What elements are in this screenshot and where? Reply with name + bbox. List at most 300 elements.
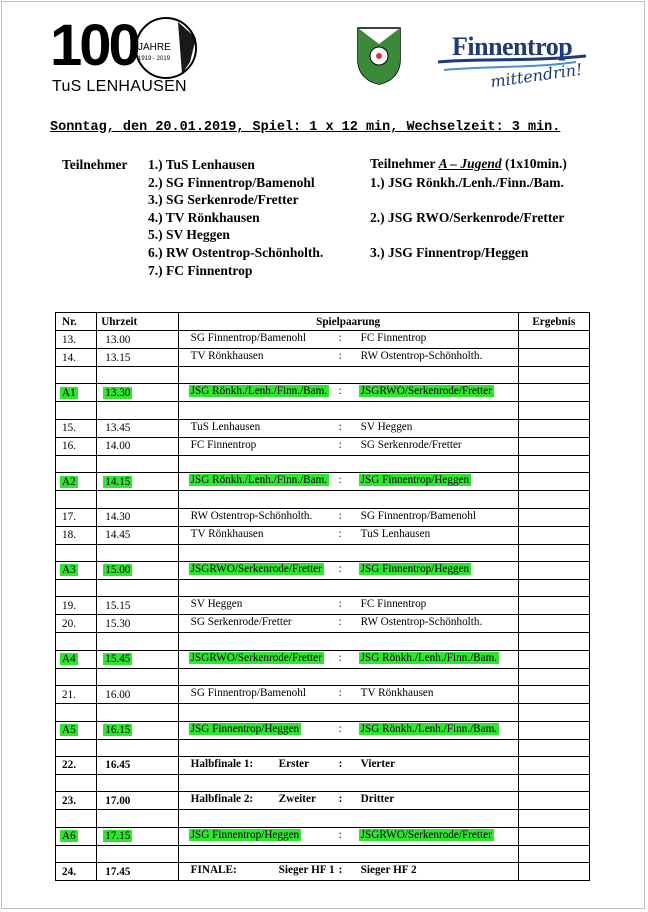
round-label: Halbfinale 1: <box>190 757 254 770</box>
game-pairing <box>178 650 518 668</box>
empty-cell <box>97 455 178 472</box>
empty-cell <box>97 579 178 596</box>
game-time <box>97 419 178 437</box>
anniversary-jahre: JAHRE <box>138 42 171 53</box>
table-row <box>56 686 590 704</box>
separator: : <box>338 616 342 629</box>
game-pairing <box>178 526 518 544</box>
result-cell[interactable] <box>518 384 589 402</box>
home-team: Zweiter <box>278 793 316 806</box>
away-cell <box>361 332 427 344</box>
separator: : <box>338 562 342 575</box>
teilnehmer-team: 4.) TV Rönkhausen <box>148 209 260 225</box>
game-nr-text: 21. <box>62 688 76 701</box>
date-line: Sonntag, den 20.01.2019, Spiel: 1 x 12 min, Wechselzeit: 3 min. <box>50 120 561 135</box>
game-nr <box>56 331 97 349</box>
home-cell <box>191 616 292 628</box>
empty-cell <box>518 544 589 561</box>
separator: : <box>338 651 342 664</box>
coat-of-arms-icon <box>356 26 402 86</box>
home-team: SV Heggen <box>190 598 243 611</box>
away-cell <box>361 652 499 664</box>
home-team: JSGRWO/Serkenrode/Fretter <box>190 651 322 664</box>
game-nr <box>56 349 97 367</box>
home-cell <box>191 332 306 344</box>
separator: : <box>338 722 342 735</box>
spacer-row <box>56 455 590 472</box>
table-row <box>56 526 590 544</box>
separator: : <box>338 438 342 451</box>
game-nr-text: 18. <box>62 529 76 542</box>
game-pairing <box>178 792 518 810</box>
away-cell <box>361 758 395 770</box>
result-cell[interactable] <box>518 597 589 615</box>
result-cell[interactable] <box>518 792 589 810</box>
empty-cell <box>56 579 97 596</box>
spacer-row <box>56 704 590 721</box>
empty-cell <box>56 810 97 827</box>
jugend-label-suffix: (1x10min.) <box>505 156 567 171</box>
game-pairing <box>178 473 518 491</box>
game-nr-text: A4 <box>62 653 76 666</box>
empty-cell <box>518 633 589 650</box>
separator: : <box>338 350 342 362</box>
table-row <box>56 597 590 615</box>
game-nr <box>56 721 97 739</box>
empty-cell <box>518 810 589 827</box>
separator: : <box>338 598 342 611</box>
header-nr: Nr. <box>56 313 97 331</box>
spacer-row <box>56 491 590 508</box>
result-cell[interactable] <box>518 863 589 881</box>
home-team: SG Finnentrop/Bamenohl <box>190 687 306 700</box>
empty-cell <box>518 845 589 862</box>
empty-cell <box>56 455 97 472</box>
game-time-text: 13.00 <box>105 333 131 346</box>
home-cell <box>191 652 324 664</box>
home-cell <box>191 528 264 540</box>
away-cell <box>361 829 494 841</box>
away-cell <box>361 385 494 397</box>
empty-cell <box>97 668 178 685</box>
game-nr-text: A1 <box>62 386 76 399</box>
table-row <box>56 827 590 845</box>
game-pairing <box>178 419 518 437</box>
tus-lenhausen-logo <box>50 14 200 98</box>
away-team: FC Finnentrop <box>360 332 427 344</box>
game-nr-text: 17. <box>62 511 76 524</box>
game-time <box>97 384 178 402</box>
away-team: JSG Finnentrop/Heggen <box>360 474 470 487</box>
game-pairing <box>178 721 518 739</box>
game-nr <box>56 597 97 615</box>
spacer-row <box>56 774 590 791</box>
game-time-text: 15.45 <box>105 653 131 666</box>
away-cell <box>361 598 427 610</box>
game-pairing <box>178 686 518 704</box>
home-cell <box>191 385 329 397</box>
game-nr <box>56 756 97 774</box>
game-pairing <box>178 561 518 579</box>
game-nr-text: 15. <box>62 422 76 435</box>
table-row <box>56 615 590 633</box>
empty-cell <box>56 845 97 862</box>
game-nr <box>56 384 97 402</box>
game-nr <box>56 615 97 633</box>
home-cell <box>190 757 310 770</box>
empty-cell <box>178 579 518 596</box>
result-cell[interactable] <box>518 419 589 437</box>
game-nr-text: A6 <box>62 830 76 843</box>
game-time-text: 14.15 <box>105 475 131 488</box>
game-nr-text: 23. <box>62 794 76 807</box>
away-cell <box>361 563 471 575</box>
jugend-label-prefix: Teilnehmer <box>370 156 436 171</box>
game-time-text: 17.45 <box>105 865 131 878</box>
game-nr <box>56 792 97 810</box>
spacer-row <box>56 668 590 685</box>
empty-cell <box>178 668 518 685</box>
away-team: SG Finnentrop/Bamenohl <box>360 509 476 522</box>
finnentrop-name: Finnentrop <box>452 32 573 61</box>
game-nr-text: 13. <box>62 333 76 346</box>
game-time-text: 14.00 <box>105 440 131 453</box>
home-cell <box>191 563 324 575</box>
finnentrop-slogan: mittendrin! <box>489 59 584 92</box>
game-nr-text: A5 <box>62 724 76 737</box>
table-row <box>56 721 590 739</box>
table-row <box>56 331 590 349</box>
empty-cell <box>97 402 178 419</box>
spacer-row <box>56 367 590 384</box>
game-nr-text: 16. <box>62 440 76 453</box>
separator: : <box>338 793 343 806</box>
table-row <box>56 419 590 437</box>
empty-cell <box>518 367 589 384</box>
game-time-text: 17.00 <box>105 794 131 807</box>
teilnehmer-label: Teilnehmer <box>62 157 128 172</box>
empty-cell <box>56 544 97 561</box>
home-team: TV Rönkhausen <box>190 350 264 362</box>
game-time-text: 15.00 <box>105 564 131 577</box>
game-nr-text: 14. <box>62 351 76 364</box>
separator: : <box>338 332 342 344</box>
game-nr-text: A2 <box>62 475 76 488</box>
away-team: FC Finnentrop <box>360 598 427 611</box>
home-cell <box>191 598 243 610</box>
home-team: JSG Rönkh./Lenh./Finn./Bam. <box>190 385 328 398</box>
game-nr <box>56 508 97 526</box>
game-pairing <box>178 384 518 402</box>
table-row <box>56 756 590 774</box>
away-team: Sieger HF 2 <box>360 864 417 877</box>
table-row <box>56 863 590 881</box>
game-pairing <box>178 615 518 633</box>
empty-cell <box>56 491 97 508</box>
schedule-table <box>55 312 590 881</box>
teilnehmer-team: 6.) RW Ostentrop-Schönholth. <box>148 244 324 260</box>
spacer-row <box>56 579 590 596</box>
jugend-label-jugend: A – Jugend <box>438 156 502 171</box>
result-cell[interactable] <box>518 473 589 491</box>
home-cell <box>190 864 335 877</box>
away-cell <box>361 528 431 540</box>
result-cell[interactable] <box>518 349 589 367</box>
jugend-heading <box>370 156 567 172</box>
home-cell <box>191 723 301 735</box>
home-team: SG Serkenrode/Fretter <box>190 616 292 629</box>
empty-cell <box>518 774 589 791</box>
empty-cell <box>56 739 97 756</box>
table-row <box>56 349 590 367</box>
home-team: JSG Finnentrop/Heggen <box>190 722 300 735</box>
home-team: TuS Lenhausen <box>190 420 261 433</box>
result-cell[interactable] <box>518 827 589 845</box>
game-time <box>97 331 178 349</box>
game-time-text: 15.30 <box>105 617 131 630</box>
game-nr-text: 19. <box>62 599 76 612</box>
game-nr <box>56 419 97 437</box>
away-cell <box>361 350 483 362</box>
away-team: JSG Rönkh./Lenh./Finn./Bam. <box>360 651 498 664</box>
empty-cell <box>178 739 518 756</box>
separator: : <box>338 509 342 522</box>
home-team: Sieger HF 1 <box>278 864 335 877</box>
game-nr <box>56 686 97 704</box>
result-cell[interactable] <box>518 756 589 774</box>
result-cell[interactable] <box>518 650 589 668</box>
spacer-row <box>56 739 590 756</box>
home-cell <box>191 350 264 362</box>
table-row <box>56 650 590 668</box>
jugend-team <box>370 227 564 245</box>
jugend-team <box>370 192 564 210</box>
result-cell[interactable] <box>518 437 589 455</box>
empty-cell <box>97 810 178 827</box>
teilnehmer-list <box>148 156 323 279</box>
teilnehmer-team: 1.) TuS Lenhausen <box>148 157 255 172</box>
jugend-list <box>370 174 564 262</box>
away-team: JSG Rönkh./Lenh./Finn./Bam. <box>360 722 498 735</box>
game-time-text: 13.15 <box>105 351 131 364</box>
result-cell[interactable] <box>518 615 589 633</box>
home-team: RW Ostentrop-Schönholth. <box>190 509 313 522</box>
away-cell <box>361 616 483 628</box>
finnentrop-logo <box>436 32 596 98</box>
empty-cell <box>518 704 589 721</box>
empty-cell <box>178 544 518 561</box>
game-time <box>97 437 178 455</box>
empty-cell <box>178 455 518 472</box>
spacer-row <box>56 810 590 827</box>
empty-cell <box>178 810 518 827</box>
table-row <box>56 792 590 810</box>
spacer-row <box>56 544 590 561</box>
jugend-team: 2.) JSG RWO/Serkenrode/Fretter <box>370 210 565 226</box>
game-nr <box>56 437 97 455</box>
home-cell <box>191 439 257 451</box>
game-time-text: 14.45 <box>105 529 131 542</box>
home-cell <box>191 474 329 486</box>
game-time <box>97 615 178 633</box>
empty-cell <box>518 402 589 419</box>
game-time-text: 13.45 <box>105 422 131 435</box>
jugend-team: 3.) JSG Finnentrop/Heggen <box>370 245 529 261</box>
game-time <box>97 597 178 615</box>
away-team: Dritter <box>360 793 395 806</box>
teilnehmer-team: 2.) SG Finnentrop/Bamenohl <box>148 174 315 190</box>
game-pairing <box>178 827 518 845</box>
separator: : <box>338 420 342 433</box>
away-team: RW Ostentrop-Schönholth. <box>360 350 483 362</box>
empty-cell <box>97 491 178 508</box>
game-time <box>97 650 178 668</box>
empty-cell <box>518 579 589 596</box>
empty-cell <box>56 704 97 721</box>
game-nr-text: 20. <box>62 617 76 630</box>
empty-cell <box>178 491 518 508</box>
away-team: Vierter <box>360 757 396 770</box>
game-pairing <box>178 756 518 774</box>
game-time-text: 17.15 <box>105 830 131 843</box>
result-cell[interactable] <box>518 686 589 704</box>
game-time <box>97 756 178 774</box>
away-cell <box>361 687 434 699</box>
away-team: JSGRWO/Serkenrode/Fretter <box>360 385 492 398</box>
away-cell <box>361 723 499 735</box>
round-label: FINALE: <box>190 864 237 877</box>
teilnehmer-team: 3.) SG Serkenrode/Fretter <box>148 192 299 208</box>
empty-cell <box>56 774 97 791</box>
home-team: FC Finnentrop <box>190 438 257 451</box>
away-team: JSGRWO/Serkenrode/Fretter <box>360 828 492 841</box>
away-cell <box>361 474 471 486</box>
game-time <box>97 686 178 704</box>
game-time <box>97 863 178 881</box>
empty-cell <box>178 774 518 791</box>
separator: : <box>338 864 343 877</box>
empty-cell <box>97 845 178 862</box>
game-time <box>97 721 178 739</box>
game-pairing <box>178 508 518 526</box>
away-team: TuS Lenhausen <box>360 527 431 540</box>
empty-cell <box>97 739 178 756</box>
table-row <box>56 384 590 402</box>
table-row <box>56 473 590 491</box>
table-row <box>56 508 590 526</box>
game-nr-text: A3 <box>62 564 76 577</box>
empty-cell <box>178 402 518 419</box>
jugend-team: 1.) JSG Rönkh./Lenh./Finn./Bam. <box>370 175 564 190</box>
away-cell <box>361 793 395 805</box>
game-time <box>97 792 178 810</box>
game-pairing <box>178 349 518 367</box>
empty-cell <box>56 367 97 384</box>
separator: : <box>338 385 342 398</box>
empty-cell <box>178 367 518 384</box>
round-label: Halbfinale 2: <box>190 793 254 806</box>
result-cell[interactable] <box>518 526 589 544</box>
home-team: JSG Rönkh./Lenh./Finn./Bam. <box>190 474 328 487</box>
game-nr <box>56 473 97 491</box>
empty-cell <box>518 739 589 756</box>
away-cell <box>361 439 462 451</box>
game-time-text: 16.45 <box>105 759 131 772</box>
game-nr-text: 22. <box>62 759 76 772</box>
game-pairing <box>178 331 518 349</box>
result-cell[interactable] <box>518 721 589 739</box>
home-team: JSGRWO/Serkenrode/Fretter <box>190 562 322 575</box>
empty-cell <box>518 668 589 685</box>
away-team: JSG Finnentrop/Heggen <box>360 562 470 575</box>
empty-cell <box>56 633 97 650</box>
game-pairing <box>178 437 518 455</box>
empty-cell <box>178 704 518 721</box>
away-team: SV Heggen <box>360 420 413 433</box>
away-team: TV Rönkhausen <box>360 687 434 700</box>
game-time-text: 13.30 <box>105 386 131 399</box>
home-team: TV Rönkhausen <box>190 527 264 540</box>
game-nr <box>56 650 97 668</box>
game-nr-text: 24. <box>62 865 76 878</box>
spacer-row <box>56 633 590 650</box>
teilnehmer-team: 7.) FC Finnentrop <box>148 262 253 278</box>
separator: : <box>338 687 342 700</box>
anniversary-number: 100 <box>50 13 138 78</box>
home-cell <box>190 793 316 806</box>
game-time <box>97 561 178 579</box>
empty-cell <box>97 544 178 561</box>
empty-cell <box>178 845 518 862</box>
away-cell <box>361 864 417 876</box>
separator: : <box>338 527 342 540</box>
result-cell[interactable] <box>518 331 589 349</box>
header-pairing: Spielpaarung <box>178 313 518 331</box>
away-team: SG Serkenrode/Fretter <box>360 438 462 451</box>
game-time-text: 14.30 <box>105 511 131 524</box>
game-time <box>97 526 178 544</box>
game-time <box>97 827 178 845</box>
game-time <box>97 508 178 526</box>
empty-cell <box>56 668 97 685</box>
empty-cell <box>518 455 589 472</box>
game-pairing <box>178 863 518 881</box>
empty-cell <box>518 491 589 508</box>
separator: : <box>338 474 342 487</box>
game-pairing <box>178 597 518 615</box>
empty-cell <box>56 402 97 419</box>
home-cell <box>191 829 301 841</box>
separator: : <box>338 828 342 841</box>
game-nr <box>56 827 97 845</box>
table-row <box>56 561 590 579</box>
result-cell[interactable] <box>518 508 589 526</box>
game-time-text: 16.00 <box>105 688 131 701</box>
club-name: TuS LENHAUSEN <box>52 78 187 95</box>
result-cell[interactable] <box>518 561 589 579</box>
empty-cell <box>97 704 178 721</box>
spacer-row <box>56 845 590 862</box>
empty-cell <box>178 633 518 650</box>
game-nr <box>56 863 97 881</box>
home-team: JSG Finnentrop/Heggen <box>190 828 300 841</box>
away-cell <box>361 421 413 433</box>
game-time <box>97 349 178 367</box>
game-time-text: 15.15 <box>105 599 131 612</box>
spacer-row <box>56 402 590 419</box>
away-cell <box>361 510 476 522</box>
game-nr <box>56 526 97 544</box>
